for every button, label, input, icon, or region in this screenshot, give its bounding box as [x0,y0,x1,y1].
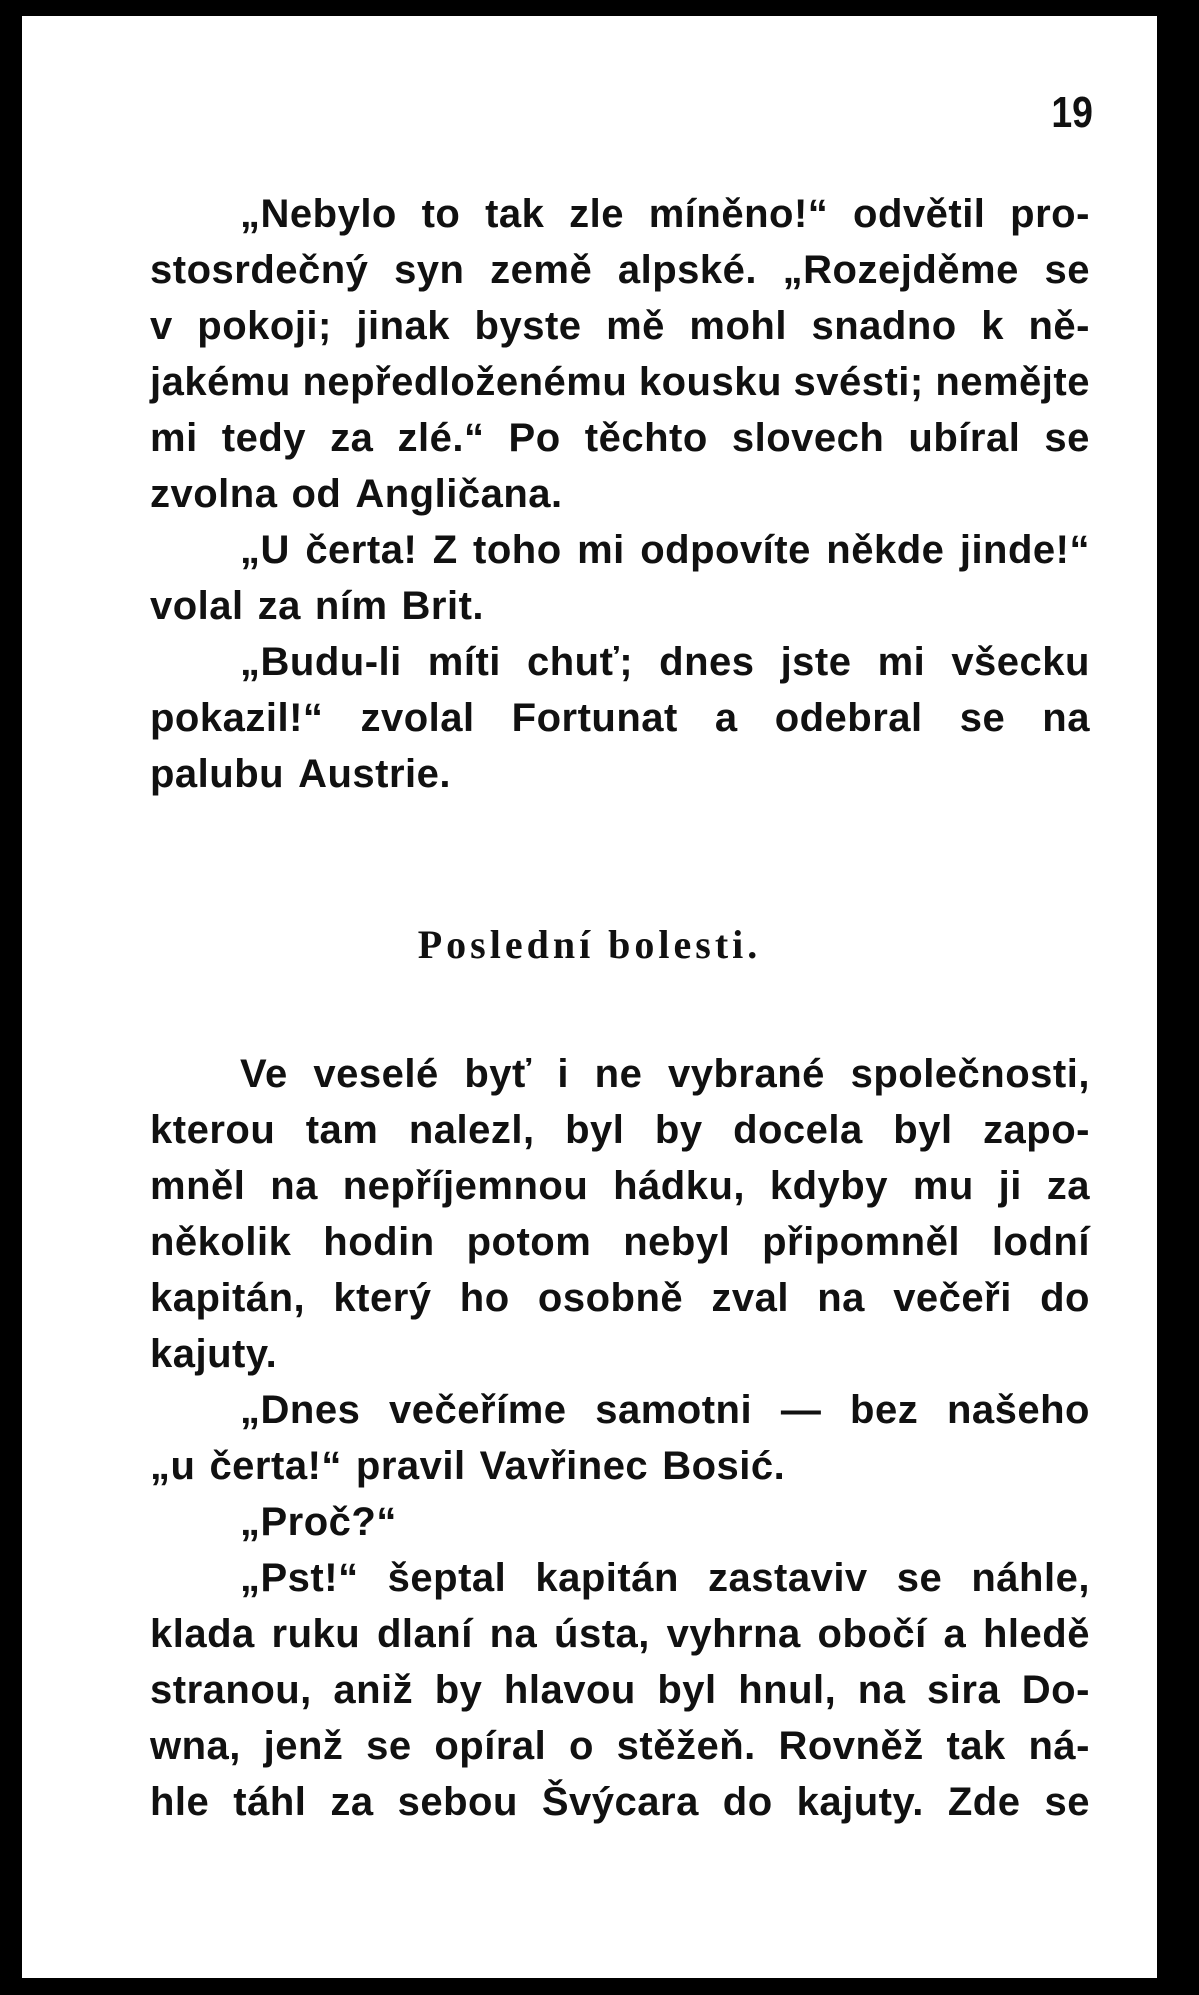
text-line: stosrdečný syn země alpské. „Rozejděme se [150,248,1090,292]
text-line: stranou, aniž by hlavou byl hnul, na sira Do- [150,1668,1090,1712]
text-line: „Pst!“ šeptal kapitán zastaviv se náhle, [240,1556,1090,1600]
text-line: mněl na nepříjemnou hádku, kdyby mu ji za [150,1164,1090,1208]
text-line: „U čerta! Z toho mi odpovíte někde jinde!“ [240,528,1090,572]
book-page [22,16,1157,1978]
text-line: „Proč?“ [240,1500,397,1544]
text-line: hle táhl za sebou Švýcara do kajuty. Zde se [150,1780,1090,1824]
section-heading [22,921,1157,968]
paragraph-block-2 [150,1046,1090,1830]
text-line: volal za ním Brit. [150,584,485,628]
text-line: kajuty. [150,1332,278,1376]
text-line: klada ruku dlaní na ústa, vyhrna obočí a hledě [150,1612,1090,1656]
text-line: mi tedy za zlé.“ Po těchto slovech ubíral se [150,416,1090,460]
page-number: 19 [1051,88,1093,137]
text-line: „Dnes večeříme samotni — bez našeho [240,1388,1090,1432]
text-line: jakému nepředloženému kousku svésti; nemějte [150,360,1090,404]
text-line: v pokoji; jinak byste mě mohl snadno k ně- [150,304,1090,348]
text-line: „Budu-li míti chuť; dnes jste mi všecku [240,640,1090,684]
text-line: zvolna od Angličana. [150,472,563,516]
text-line: wna, jenž se opíral o stěžeň. Rovněž tak ná- [150,1724,1090,1768]
text-line: kapitán, který ho osobně zval na večeři do [150,1276,1090,1320]
section-heading-text: Poslední bolesti. [417,922,762,967]
text-line: pokazil!“ zvolal Fortunat a odebral se na [150,696,1090,740]
text-line: několik hodin potom nebyl připomněl lodní [150,1220,1090,1264]
text-line: Ve veselé byť i ne vybrané společnosti, [240,1052,1090,1096]
text-line: kterou tam nalezl, byl by docela byl zapo- [150,1108,1090,1152]
text-line: „Nebylo to tak zle míněno!“ odvětil pro- [240,192,1090,236]
text-line: „u čerta!“ pravil Vavřinec Bosić. [150,1444,786,1488]
text-line: palubu Austrie. [150,752,452,796]
paragraph-block-1 [150,186,1090,802]
